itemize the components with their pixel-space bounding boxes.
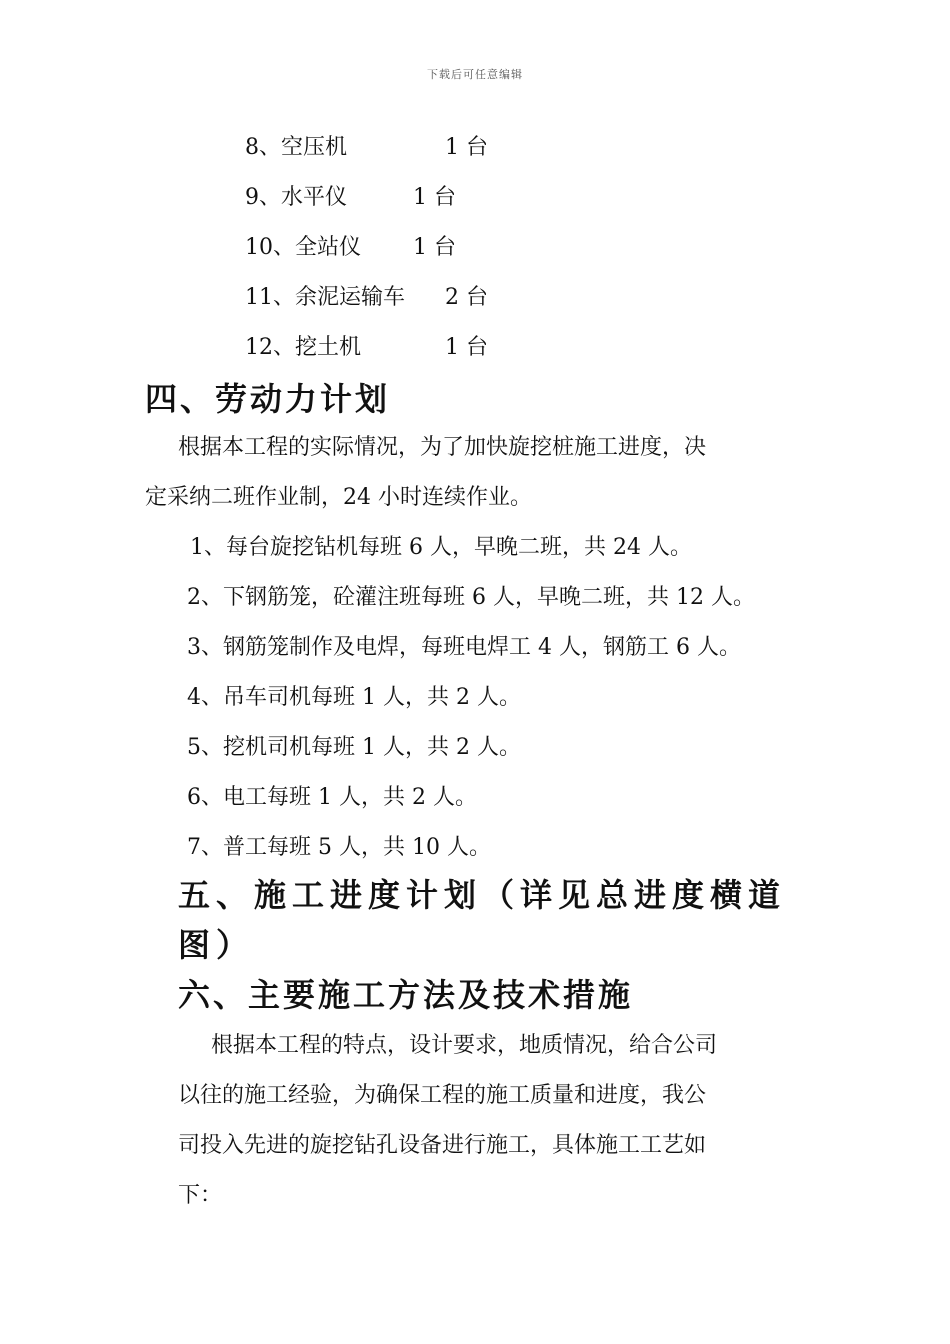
equipment-item	[245, 284, 488, 312]
section-5-heading: 五、施工进度计划（详见总进度横道	[178, 876, 787, 914]
equipment-name: 9、水平仪	[245, 185, 347, 210]
section-4-intro-line: 根据本工程的实际情况，为了加快旋挖桩施工进度，决	[178, 435, 707, 460]
labor-item: 6、电工每班 1 人，共 2 人。	[187, 785, 477, 810]
section-6-heading: 六、主要施工方法及技术措施	[178, 976, 634, 1014]
section-6-paragraph-line: 司投入先进的旋挖钻孔设备进行施工，具体施工工艺如	[178, 1133, 707, 1158]
equipment-name: 10、全站仪	[245, 235, 361, 260]
section-4-intro-line: 定采纳二班作业制，24 小时连续作业。	[145, 485, 532, 510]
labor-item: 5、挖机司机每班 1 人，共 2 人。	[187, 735, 521, 760]
section-4-heading: 四、劳动力计划	[145, 380, 391, 418]
labor-item: 3、钢筋笼制作及电焊，每班电焊工 4 人，钢筋工 6 人。	[187, 635, 741, 660]
equipment-qty: 1 台	[413, 235, 456, 260]
equipment-qty: 1 台	[445, 335, 488, 360]
labor-item: 7、普工每班 5 人，共 10 人。	[187, 835, 491, 860]
section-6-paragraph-line: 根据本工程的特点，设计要求，地质情况，给合公司	[211, 1033, 718, 1058]
equipment-name: 8、空压机	[245, 135, 347, 160]
equipment-item	[245, 134, 488, 162]
page-header: 下载后可任意编辑	[427, 68, 523, 81]
equipment-item	[245, 184, 456, 212]
equipment-item	[245, 334, 488, 362]
equipment-name: 11、余泥运输车	[245, 285, 405, 310]
equipment-item	[245, 234, 456, 262]
equipment-qty: 1 台	[445, 135, 488, 160]
labor-item: 1、每台旋挖钻机每班 6 人，早晚二班，共 24 人。	[190, 535, 692, 560]
labor-item: 2、下钢筋笼，砼灌注班每班 6 人，早晚二班，共 12 人。	[187, 585, 755, 610]
section-6-paragraph-line: 以往的施工经验，为确保工程的施工质量和进度，我公	[178, 1083, 707, 1108]
equipment-name: 12、挖土机	[245, 335, 361, 360]
equipment-qty: 1 台	[413, 185, 456, 210]
section-5-heading-continued: 图）	[178, 926, 255, 964]
equipment-qty: 2 台	[445, 285, 488, 310]
labor-item: 4、吊车司机每班 1 人，共 2 人。	[187, 685, 521, 710]
section-6-paragraph-line: 下：	[178, 1183, 223, 1208]
